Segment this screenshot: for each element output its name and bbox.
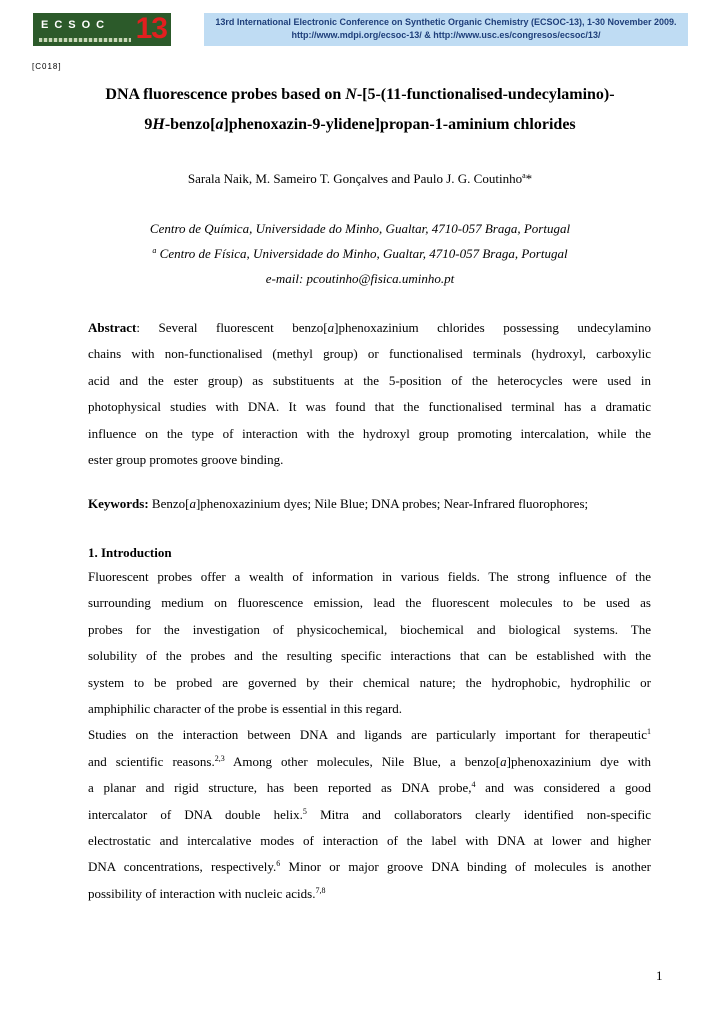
abstract-line: photophysical studies with DNA. It was found that the functionalised terminal has a dramatic bbox=[88, 399, 651, 415]
logo-letters: ECSOC bbox=[41, 19, 111, 31]
abstract-line: acid and the ester group) as substituents at the 5-position of the heterocycles were used in bbox=[88, 372, 651, 388]
section-heading-introduction: 1. Introduction bbox=[88, 545, 172, 560]
intro-line: solubility of the probes and the resulting specific interactions that can be established with the bbox=[88, 648, 651, 664]
intro-line: electrostatic and intercalative modes of interaction of the label with DNA at lower and higher bbox=[88, 833, 651, 849]
intro-line: Fluorescent probes offer a wealth of information in various fields. The strong influence of the bbox=[88, 569, 651, 584]
introduction-body bbox=[88, 564, 651, 907]
authors: Sarala Naik, M. Sameiro T. Gonçalves and Paulo J. G. Coutinho$^a$* bbox=[187, 171, 533, 186]
intro-line: Studies on the interaction between DNA and ligands are particularly important for therapeutic$^1$ bbox=[88, 727, 651, 743]
abstract-line: chains with non-functionalised (methyl group) or functionalised terminals (hydroxyl, carboxylic bbox=[88, 346, 651, 362]
paper-code: [C018] bbox=[32, 62, 62, 71]
logo-number: 13 bbox=[135, 13, 167, 45]
intro-line: probes for the investigation of physicochemical, biochemical and biological systems. The bbox=[88, 621, 651, 637]
intro-line: and scientific reasons.$^{2,3}$ Among other molecules, Nile Blue, a benzo[a]phenoxazinium dye with bbox=[88, 753, 652, 769]
intro-line: surrounding medium on fluorescence emission, lead the fluorescent molecules to be used as bbox=[88, 595, 651, 611]
title-line-1: DNA fluorescence probes based on N-[5-(11-functionalised-undecylamino)- bbox=[105, 86, 615, 103]
logo-strip bbox=[39, 38, 131, 42]
intro-line: intercalator of DNA double helix.$^5$ Mitra and collaborators clearly identified non-specific bbox=[88, 806, 651, 822]
keywords: Keywords: Benzo[a]phenoxazinium dyes; Nile Blue; DNA probes; Near-Infrared fluorophores; bbox=[88, 496, 589, 511]
page-number: 1 bbox=[656, 968, 663, 983]
conference-banner bbox=[204, 13, 688, 46]
banner-line-1: 13rd International Electronic Conference on Synthetic Organic Chemistry (ECSOC-13), 1-30 November 2009. bbox=[215, 17, 677, 27]
intro-line: possibility of interaction with nucleic acids.$^{7,8}$ bbox=[88, 885, 326, 901]
intro-line: system to be probed are governed by their chemical nature; the hydrophobic, hydrophilic or bbox=[88, 674, 651, 690]
intro-line: amphiphilic character of the probe is essential in this regard. bbox=[88, 701, 403, 717]
contact-email: e-mail: pcoutinho@fisica.uminho.pt bbox=[265, 271, 455, 286]
abstract-line: influence on the type of interaction with the hydroxyl group promoting intercalation, while the bbox=[88, 425, 651, 441]
conference-header bbox=[0, 0, 720, 60]
abstract bbox=[88, 315, 651, 473]
ecsoc-logo bbox=[33, 13, 171, 46]
intro-line: DNA concentrations, respectively.$^6$ Minor or major groove DNA binding of molecules is another bbox=[88, 859, 652, 875]
abstract-line: Abstract: Several fluorescent benzo[a]phenoxazinium chlorides possessing undecylamino bbox=[88, 320, 651, 335]
banner-line-2: http://www.mdpi.org/ecsoc-13/ & http://www.usc.es/congresos/ecsoc/13/ bbox=[291, 30, 601, 40]
affiliation-chemistry: Centro de Química, Universidade do Minho, Gualtar, 4710-057 Braga, Portugal bbox=[149, 221, 571, 236]
title-line-2: 9H-benzo[a]phenoxazin-9-ylidene]propan-1-aminium chlorides bbox=[144, 116, 576, 133]
affiliation-physics: $^a$ Centro de Física, Universidade do Minho, Gualtar, 4710-057 Braga, Portugal bbox=[152, 246, 568, 261]
abstract-line: ester group promotes groove binding. bbox=[88, 452, 284, 468]
intro-line: a planar and rigid structure, has been reported as DNA probe,$^4$ and was considered a good bbox=[88, 780, 651, 796]
